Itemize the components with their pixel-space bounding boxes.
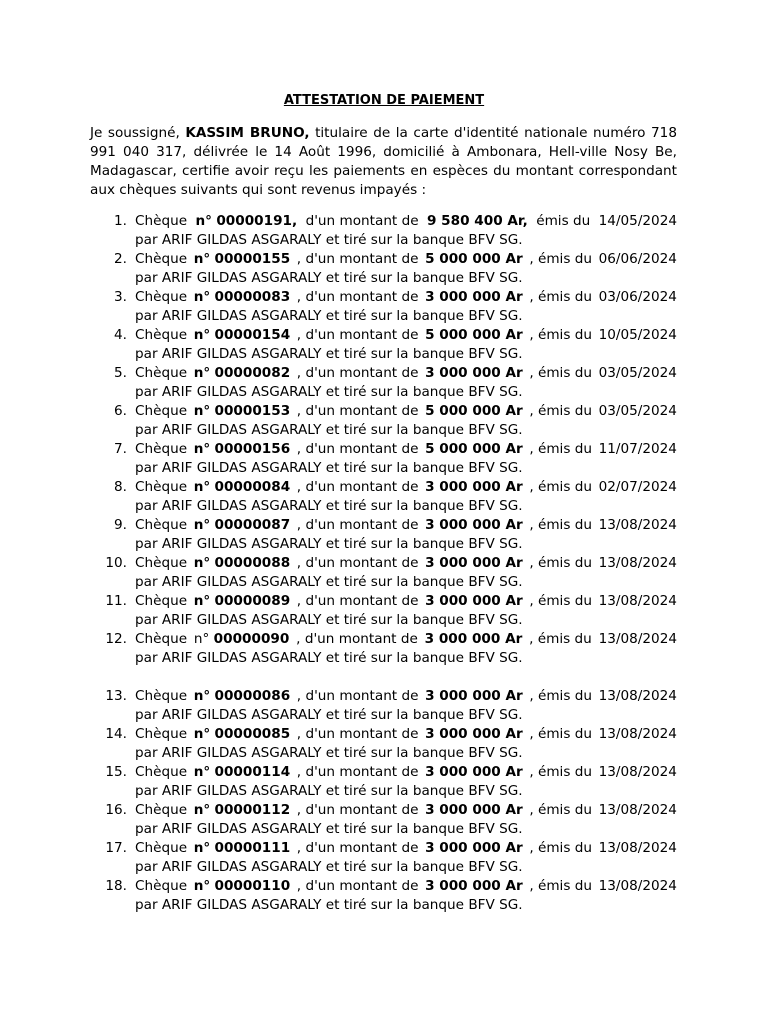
amount-label: , d'un montant de [296, 726, 419, 742]
issue-label: , émis du [529, 365, 592, 381]
amount-label: , d'un montant de [296, 764, 419, 780]
cheque-word: Chèque [135, 479, 188, 495]
cheque-line-1 [135, 478, 677, 497]
amount-label: , d'un montant de [296, 327, 419, 343]
cheque-number-label: n° [193, 688, 211, 704]
cheque-amount: 3 000 000 Ar [425, 802, 523, 818]
cheque-word: Chèque [135, 802, 188, 818]
cheque-number: 00000087 [214, 517, 291, 533]
cheque-amount: 3 000 000 Ar [424, 631, 523, 647]
cheque-number: 00000112 [214, 802, 291, 818]
cheque-item [90, 687, 677, 725]
cheque-number-label: n° [193, 289, 211, 305]
cheque-item-number: 17. [105, 840, 127, 856]
cheque-date: 02/07/2024 [598, 479, 677, 495]
cheque-amount: 3 000 000 Ar [425, 726, 523, 742]
cheque-item [90, 212, 677, 250]
cheque-amount: 3 000 000 Ar [425, 517, 523, 533]
issue-label: , émis du [529, 517, 592, 533]
cheque-amount: 3 000 000 Ar [425, 688, 523, 704]
cheque-item-number: 15. [105, 764, 127, 780]
cheque-word: Chèque [135, 726, 188, 742]
cheque-number: 00000083 [214, 289, 291, 305]
issue-label: , émis du [529, 327, 592, 343]
cheque-word: Chèque [135, 213, 188, 229]
cheque-line-2: par ARIF GILDAS ASGARALY et tiré sur la banque BFV SG. [135, 422, 523, 438]
cheque-date: 14/05/2024 [598, 213, 677, 229]
cheque-line-1 [135, 592, 677, 611]
issue-label: , émis du [529, 764, 592, 780]
cheque-amount: 3 000 000 Ar [425, 289, 523, 305]
cheque-number-label: n° [193, 365, 211, 381]
amount-label: , d'un montant de [296, 840, 419, 856]
cheque-amount: 3 000 000 Ar [425, 593, 523, 609]
cheque-date: 13/08/2024 [598, 802, 677, 818]
cheque-number-label: n° [193, 631, 210, 647]
cheque-item [90, 763, 677, 801]
cheque-number: 00000089 [214, 593, 291, 609]
cheque-item [90, 592, 677, 630]
cheque-word: Chèque [135, 764, 188, 780]
cheque-item-number: 1. [114, 213, 127, 229]
cheque-number-label: n° [193, 517, 211, 533]
cheque-item-number: 8. [114, 479, 127, 495]
cheque-number-group [194, 288, 290, 307]
cheque-item [90, 288, 677, 326]
issue-label: , émis du [529, 593, 592, 609]
cheque-number-group [194, 402, 290, 421]
cheque-word: Chèque [135, 327, 188, 343]
issue-label: , émis du [529, 878, 592, 894]
cheque-word: Chèque [135, 631, 188, 647]
signatory-name: KASSIM BRUNO, [185, 125, 310, 141]
cheque-word: Chèque [135, 593, 188, 609]
cheque-line-2: par ARIF GILDAS ASGARALY et tiré sur la banque BFV SG. [135, 783, 523, 799]
cheque-number: 00000090 [213, 631, 290, 647]
cheque-number-group [194, 250, 290, 269]
cheque-date: 13/08/2024 [598, 555, 677, 571]
cheque-word: Chèque [135, 365, 188, 381]
cheque-item [90, 440, 677, 478]
cheque-item-number: 6. [114, 403, 127, 419]
cheque-number-label: n° [193, 441, 211, 457]
cheque-number-group [194, 839, 290, 858]
cheque-line-1 [135, 440, 677, 459]
cheque-item-number: 2. [114, 251, 127, 267]
cheque-amount: 9 580 400 Ar, [426, 213, 528, 229]
cheque-number: 00000110 [214, 878, 291, 894]
cheque-line-2: par ARIF GILDAS ASGARALY et tiré sur la banque BFV SG. [135, 612, 523, 628]
cheque-line-2: par ARIF GILDAS ASGARALY et tiré sur la banque BFV SG. [135, 650, 523, 666]
cheque-number-label: n° [193, 878, 211, 894]
cheque-item [90, 250, 677, 288]
cheque-line-1 [135, 364, 677, 383]
cheque-number: 00000086 [214, 688, 291, 704]
cheque-item [90, 839, 677, 877]
cheque-number: 00000153 [214, 403, 291, 419]
cheque-amount: 3 000 000 Ar [425, 479, 523, 495]
issue-label: , émis du [529, 251, 592, 267]
cheque-item [90, 516, 677, 554]
cheque-number: 00000084 [214, 479, 291, 495]
document-title: ATTESTATION DE PAIEMENT [283, 93, 485, 108]
cheque-date: 03/05/2024 [598, 365, 677, 381]
amount-label: , d'un montant de [296, 479, 419, 495]
cheque-date: 13/08/2024 [598, 517, 677, 533]
cheque-item [90, 877, 677, 915]
cheque-line-1 [135, 212, 677, 231]
cheque-line-1 [135, 288, 677, 307]
amount-label: , d'un montant de [296, 631, 418, 647]
amount-label: , d'un montant de [296, 517, 419, 533]
amount-label: , d'un montant de [296, 593, 419, 609]
cheque-line-2: par ARIF GILDAS ASGARALY et tiré sur la banque BFV SG. [135, 859, 523, 875]
cheque-line-2: par ARIF GILDAS ASGARALY et tiré sur la banque BFV SG. [135, 707, 523, 723]
cheque-item-number: 3. [114, 289, 127, 305]
cheque-amount: 3 000 000 Ar [425, 840, 523, 856]
amount-label: , d'un montant de [296, 365, 419, 381]
cheque-word: Chèque [135, 840, 188, 856]
cheque-number-group [194, 364, 290, 383]
cheque-item [90, 326, 677, 364]
cheque-number-group [194, 440, 290, 459]
cheque-amount: 3 000 000 Ar [425, 878, 523, 894]
cheque-number-label: n° [193, 403, 211, 419]
cheque-item-number: 5. [114, 365, 127, 381]
cheque-item [90, 402, 677, 440]
cheque-item-number: 14. [105, 726, 127, 742]
cheque-item-number: 10. [105, 555, 127, 571]
cheque-amount: 5 000 000 Ar [425, 403, 523, 419]
cheque-date: 03/06/2024 [598, 289, 677, 305]
issue-label: , émis du [529, 289, 592, 305]
cheque-number: 00000111 [214, 840, 291, 856]
amount-label: , d'un montant de [296, 802, 419, 818]
cheque-line-2: par ARIF GILDAS ASGARALY et tiré sur la banque BFV SG. [135, 384, 523, 400]
issue-label: , émis du [529, 631, 592, 647]
cheque-number-group [194, 763, 290, 782]
cheque-item [90, 478, 677, 516]
cheque-number-label: n° [193, 764, 211, 780]
cheque-item [90, 801, 677, 839]
cheque-date: 03/05/2024 [598, 403, 677, 419]
cheque-date: 06/06/2024 [598, 251, 677, 267]
cheque-line-1 [135, 630, 677, 649]
cheque-number-label: n° [193, 802, 211, 818]
amount-label: , d'un montant de [296, 251, 419, 267]
cheque-number-group [196, 212, 298, 231]
amount-label: , d'un montant de [296, 688, 419, 704]
cheque-number-group [194, 630, 289, 649]
cheque-number-group [194, 516, 290, 535]
cheque-line-1 [135, 877, 677, 896]
cheque-number: 00000155 [214, 251, 291, 267]
cheque-item [90, 364, 677, 402]
cheque-amount: 5 000 000 Ar [425, 441, 523, 457]
cheque-line-1 [135, 326, 677, 345]
cheque-line-2: par ARIF GILDAS ASGARALY et tiré sur la banque BFV SG. [135, 821, 523, 837]
cheque-list [90, 212, 677, 915]
cheque-line-1 [135, 250, 677, 269]
cheque-line-2: par ARIF GILDAS ASGARALY et tiré sur la banque BFV SG. [135, 270, 523, 286]
cheque-line-2: par ARIF GILDAS ASGARALY et tiré sur la banque BFV SG. [135, 498, 523, 514]
cheque-line-1 [135, 763, 677, 782]
issue-label: , émis du [529, 726, 592, 742]
cheque-number-label: n° [193, 555, 211, 571]
cheque-item-number: 13. [105, 688, 127, 704]
cheque-line-2: par ARIF GILDAS ASGARALY et tiré sur la banque BFV SG. [135, 232, 523, 248]
issue-label: , émis du [529, 479, 592, 495]
amount-label: d'un montant de [305, 213, 419, 229]
issue-label: , émis du [529, 840, 592, 856]
intro-paragraph [90, 124, 677, 200]
cheque-amount: 5 000 000 Ar [425, 327, 523, 343]
cheque-number-group [194, 478, 290, 497]
cheque-number: 00000085 [214, 726, 291, 742]
cheque-number-label: n° [193, 840, 211, 856]
cheque-line-2: par ARIF GILDAS ASGARALY et tiré sur la banque BFV SG. [135, 745, 523, 761]
cheque-item-number: 12. [105, 631, 127, 647]
cheque-number: 00000088 [214, 555, 291, 571]
cheque-number-label: n° [193, 593, 211, 609]
cheque-number-group [194, 725, 290, 744]
cheque-date: 11/07/2024 [598, 441, 677, 457]
amount-label: , d'un montant de [296, 878, 419, 894]
cheque-item-number: 18. [105, 878, 127, 894]
cheque-number: 00000154 [214, 327, 291, 343]
cheque-item-number: 11. [105, 593, 127, 609]
cheque-number-group [194, 801, 290, 820]
cheque-line-2: par ARIF GILDAS ASGARALY et tiré sur la banque BFV SG. [135, 346, 523, 362]
cheque-line-1 [135, 725, 677, 744]
amount-label: , d'un montant de [296, 289, 419, 305]
cheque-date: 13/08/2024 [598, 593, 677, 609]
cheque-amount: 3 000 000 Ar [425, 764, 523, 780]
cheque-word: Chèque [135, 251, 188, 267]
cheque-date: 13/08/2024 [598, 688, 677, 704]
cheque-line-1 [135, 516, 677, 535]
issue-label: , émis du [529, 441, 592, 457]
cheque-word: Chèque [135, 441, 188, 457]
cheque-word: Chèque [135, 555, 188, 571]
cheque-line-2: par ARIF GILDAS ASGARALY et tiré sur la banque BFV SG. [135, 897, 523, 913]
cheque-word: Chèque [135, 517, 188, 533]
cheque-amount: 3 000 000 Ar [425, 365, 523, 381]
cheque-amount: 5 000 000 Ar [425, 251, 523, 267]
cheque-word: Chèque [135, 403, 188, 419]
issue-label: , émis du [529, 555, 592, 571]
cheque-date: 10/05/2024 [598, 327, 677, 343]
cheque-number: 00000114 [214, 764, 291, 780]
amount-label: , d'un montant de [296, 441, 419, 457]
cheque-item-number: 16. [105, 802, 127, 818]
cheque-word: Chèque [135, 878, 188, 894]
intro-text-start: Je soussigné, [90, 125, 186, 141]
cheque-number: 00000156 [214, 441, 291, 457]
cheque-item-number: 7. [114, 441, 127, 457]
cheque-line-2: par ARIF GILDAS ASGARALY et tiré sur la banque BFV SG. [135, 460, 523, 476]
cheque-date: 13/08/2024 [598, 840, 677, 856]
cheque-line-2: par ARIF GILDAS ASGARALY et tiré sur la banque BFV SG. [135, 574, 523, 590]
cheque-number-group [194, 687, 290, 706]
cheque-item [90, 554, 677, 592]
cheque-number-group [194, 592, 290, 611]
cheque-number-label: n° [193, 251, 211, 267]
cheque-line-2: par ARIF GILDAS ASGARALY et tiré sur la banque BFV SG. [135, 536, 523, 552]
cheque-line-1 [135, 687, 677, 706]
intro-text-rest: titulaire de la carte d'identité nationale numéro 718 991 040 317, délivrée le 14 Août 1996, domicilié à Ambonara, Hell-ville Nosy Be, Madagascar, certifie avoir reçu les paiements en espèces du montant correspondant aux chèques suivants qui sont revenus impayés : [90, 125, 677, 198]
cheque-item-number: 9. [114, 517, 127, 533]
cheque-word: Chèque [135, 289, 188, 305]
cheque-line-1 [135, 402, 677, 421]
cheque-line-1 [135, 839, 677, 858]
cheque-number-label: n° [193, 726, 211, 742]
cheque-word: Chèque [135, 688, 188, 704]
cheque-item [90, 630, 677, 668]
cheque-date: 13/08/2024 [598, 631, 677, 647]
cheque-item-number: 4. [114, 327, 127, 343]
cheque-amount: 3 000 000 Ar [425, 555, 523, 571]
cheque-date: 13/08/2024 [598, 726, 677, 742]
cheque-item [90, 725, 677, 763]
cheque-line-1 [135, 801, 677, 820]
issue-label: , émis du [529, 688, 592, 704]
cheque-line-2: par ARIF GILDAS ASGARALY et tiré sur la banque BFV SG. [135, 308, 523, 324]
cheque-number-label: n° [193, 327, 211, 343]
issue-label: , émis du [529, 403, 592, 419]
cheque-number: 00000082 [214, 365, 291, 381]
issue-label: , émis du [529, 802, 592, 818]
cheque-number-group [194, 877, 290, 896]
cheque-number-group [194, 326, 290, 345]
cheque-number-label: n° [195, 213, 212, 229]
cheque-number-group [194, 554, 290, 573]
cheque-date: 13/08/2024 [598, 764, 677, 780]
amount-label: , d'un montant de [296, 403, 419, 419]
issue-label: émis du [536, 213, 591, 229]
cheque-date: 13/08/2024 [598, 878, 677, 894]
cheque-number-label: n° [193, 479, 211, 495]
cheque-line-1 [135, 554, 677, 573]
amount-label: , d'un montant de [296, 555, 419, 571]
cheque-number: 00000191, [216, 213, 298, 229]
